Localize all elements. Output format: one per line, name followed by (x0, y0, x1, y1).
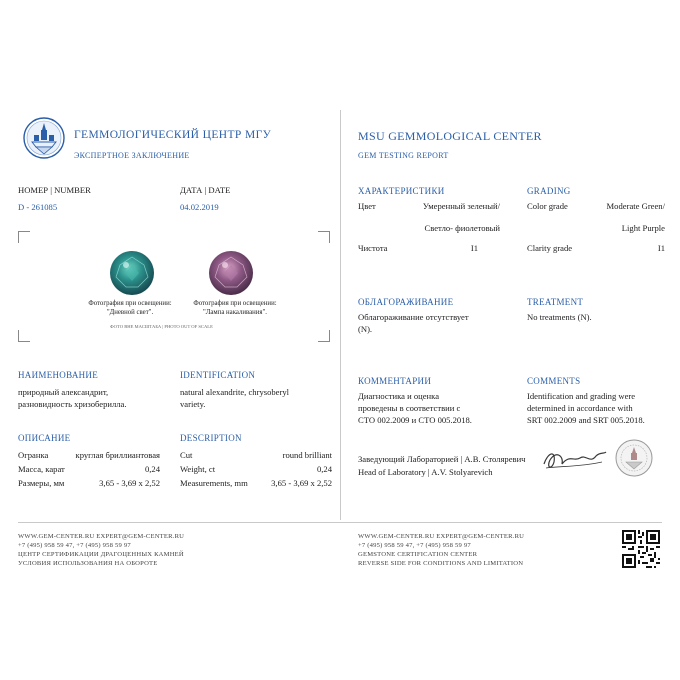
footer-en-line-4: REVERSE SIDE FOR CONDITIONS AND LIMITATION (358, 560, 524, 567)
msu-logo (22, 116, 66, 160)
qr-code[interactable] (622, 530, 660, 568)
number-label: НОМЕР | NUMBER (18, 185, 91, 195)
photo-scale-note: ФОТО ВНЕ МАСШТАБА | PHOTO OUT OF SCALE (110, 324, 213, 329)
treatment-line-1-ru: Облагораживание отсутствует (358, 312, 469, 322)
description-ru-value-cut: круглая бриллиантовая (75, 450, 160, 460)
characteristics-color-value-1-ru: Умеренный зеленый/ (422, 201, 500, 211)
date-value: 04.02.2019 (180, 202, 219, 212)
treatment-heading-ru: ОБЛАГОРАЖИВАНИЕ (358, 297, 454, 307)
center-divider (340, 110, 341, 520)
number-value: D - 261085 (18, 202, 58, 212)
footer-ru-line-2: +7 (495) 958 59 47, +7 (495) 958 59 97 (18, 542, 131, 549)
signature-line-ru: Заведующий Лабораторией | А.В. Столяревич (358, 454, 526, 464)
characteristics-color-value-2-ru: Светло- фиолетовый (424, 223, 500, 233)
characteristics-color-label-ru: Цвет (358, 201, 376, 211)
header-title-ru: ГЕММОЛОГИЧЕСКИЙ ЦЕНТР МГУ (74, 129, 272, 141)
gem-photo-daylight (108, 249, 156, 297)
comments-heading-ru: КОММЕНТАРИИ (358, 376, 432, 386)
name-line-2-ru: разновидность хризоберилла. (18, 399, 127, 409)
description-ru-value-weight: 0,24 (144, 464, 160, 474)
signature-line-en: Head of Laboratory | A.V. Stolyarevich (358, 467, 493, 477)
laboratory-stamp (614, 438, 654, 478)
description-ru-label-size: Размеры, мм (18, 478, 65, 488)
footer-ru-line-4: УСЛОВИЯ ИСПОЛЬЗОВАНИЯ НА ОБОРОТЕ (18, 560, 158, 567)
treatment-heading-en: TREATMENT (527, 297, 584, 307)
footer-divider (18, 522, 662, 523)
comments-line-1-en: Identification and grading were (527, 391, 636, 401)
gem-photo-incandescent (207, 249, 255, 297)
description-ru-value-size: 3,65 - 3,69 x 2,52 (99, 478, 160, 488)
treatment-line-1-en: No treatments (N). (527, 312, 592, 322)
comments-heading-en: COMMENTS (527, 376, 581, 386)
comments-line-3-en: SRT 002.2009 and SRT 005.2018. (527, 415, 645, 425)
grading-heading-en: GRADING (527, 186, 571, 196)
footer-en-line-2: +7 (495) 958 59 47, +7 (495) 958 59 97 (358, 542, 471, 549)
grading-color-value-2-en: Light Purple (621, 223, 665, 233)
characteristics-heading-ru: ХАРАКТЕРИСТИКИ (358, 186, 445, 196)
identification-line-1-en: natural alexandrite, chrysoberyl (180, 387, 290, 397)
comments-line-2-ru: проведены в соответствии с (358, 403, 461, 413)
footer-ru-line-1: WWW.GEM-CENTER.RU EXPERT@GEM-CENTER.RU (18, 533, 185, 540)
identification-line-2-en: variety. (180, 399, 206, 409)
description-en-value-weight: 0,24 (316, 464, 332, 474)
description-ru-label-weight: Масса, карат (18, 464, 65, 474)
handwritten-signature (540, 442, 610, 476)
lamp-caption-2: "Лампа накаливания". (202, 309, 268, 316)
name-heading-ru: НАИМЕНОВАНИЕ (18, 370, 99, 380)
description-en-label-weight: Weight, ct (180, 464, 216, 474)
comments-line-1-ru: Диагностика и оценка (358, 391, 440, 401)
header-subtitle-en: GEM TESTING REPORT (358, 151, 449, 160)
identification-heading-en: IDENTIFICATION (180, 370, 256, 380)
grading-clarity-label-en: Clarity grade (527, 243, 573, 253)
grading-color-label-en: Color grade (527, 201, 568, 211)
description-en-label-size: Measurements, mm (180, 478, 248, 488)
grading-color-value-1-en: Moderate Green/ (606, 201, 665, 211)
footer-en-line-1: WWW.GEM-CENTER.RU EXPERT@GEM-CENTER.RU (358, 533, 525, 540)
name-line-1-ru: природный александрит, (18, 387, 109, 397)
photo-frame-corner-br (318, 330, 330, 342)
photo-frame-corner-bl (18, 330, 30, 342)
description-en-label-cut: Cut (180, 450, 193, 460)
comments-line-3-ru: СТО 002.2009 и СТО 005.2018. (358, 415, 472, 425)
daylight-caption-1: Фотография при освещении: (88, 300, 172, 307)
treatment-line-2-ru: (N). (358, 324, 373, 334)
description-ru-label-cut: Огранка (18, 450, 49, 460)
date-label: ДАТА | DATE (180, 185, 231, 195)
photo-frame-corner-tl (18, 231, 30, 243)
characteristics-clarity-label-ru: Чистота (358, 243, 388, 253)
description-en-value-cut: round brilliant (282, 450, 332, 460)
characteristics-clarity-value-ru: I1 (470, 243, 478, 253)
comments-line-2-en: determined in accordance with (527, 403, 633, 413)
footer-ru-line-3: ЦЕНТР СЕРТИФИКАЦИИ ДРАГОЦЕННЫХ КАМНЕЙ (18, 551, 184, 558)
description-heading-en: DESCRIPTION (180, 433, 242, 443)
description-heading-ru: ОПИСАНИЕ (18, 433, 71, 443)
description-en-value-size: 3,65 - 3,69 x 2,52 (271, 478, 332, 488)
grading-clarity-value-en: I1 (657, 243, 665, 253)
header-subtitle-ru: ЭКСПЕРТНОЕ ЗАКЛЮЧЕНИЕ (74, 151, 190, 160)
footer-en-line-3: GEMSTONE CERTIFICATION CENTER (358, 551, 478, 558)
header-title-en: MSU GEMMOLOGICAL CENTER (358, 129, 542, 143)
lamp-caption-1: Фотография при освещении: (193, 300, 277, 307)
photo-frame-corner-tr (318, 231, 330, 243)
daylight-caption-2: "Дневной свет". (106, 309, 154, 316)
